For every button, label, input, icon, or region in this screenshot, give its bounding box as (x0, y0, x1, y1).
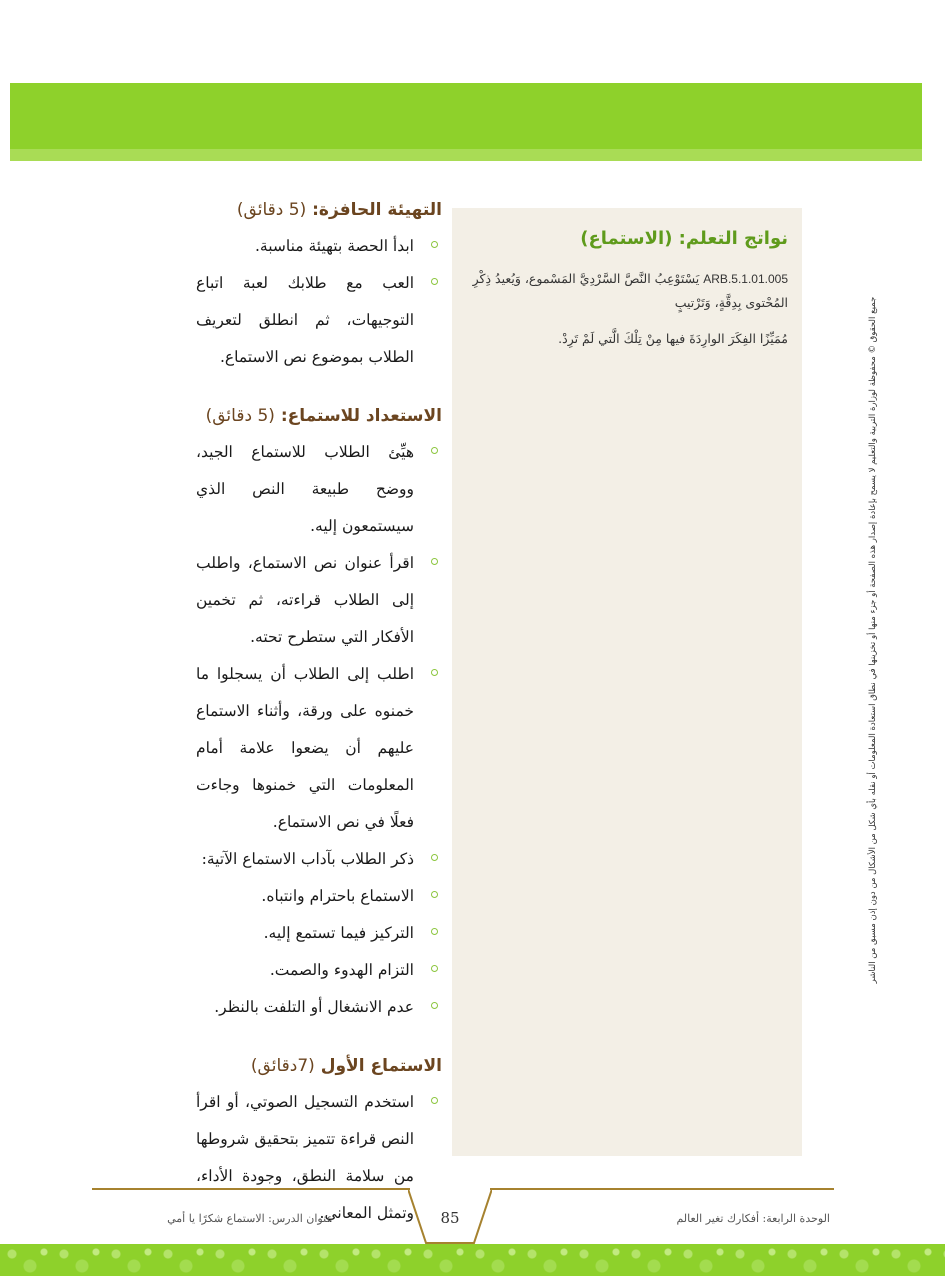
page-number: 85 (440, 1209, 460, 1227)
list-item (196, 265, 442, 376)
section-duration: (7دقائق) (250, 1056, 315, 1076)
bullet-icon (431, 278, 438, 285)
list-item-text: هيِّئ الطلاب للاستماع الجيد، ووضح طبيعة النص الذي سيستمعون إليه. (196, 443, 414, 535)
list-item-text: التزام الهدوء والصمت. (269, 961, 414, 979)
learning-outcome-item (462, 267, 788, 315)
list-item (196, 989, 442, 1026)
bullet-icon (431, 447, 438, 454)
footer-pattern-strip (0, 1244, 945, 1276)
outcome-text: مُمَيِّزًا الفِكَرَ الوارِدَةَ فيها مِنْ تِلْكَ الَّتي لَمْ تَرِدْ. (558, 331, 788, 346)
lesson-procedure (196, 200, 442, 1262)
section-list (196, 1084, 442, 1232)
section-list (196, 434, 442, 1026)
list-item (196, 841, 442, 878)
bullet-icon (431, 669, 438, 676)
copyright-note (866, 290, 880, 990)
bullet-icon (431, 965, 438, 972)
section-list (196, 228, 442, 376)
section-first-listening (196, 1056, 442, 1232)
list-item (196, 1084, 442, 1232)
list-item (196, 915, 442, 952)
list-item (196, 434, 442, 545)
bullet-icon (431, 1097, 438, 1104)
list-item (196, 878, 442, 915)
bullet-icon (431, 928, 438, 935)
section-listening-prep (196, 406, 442, 1026)
section-duration: (5 دقائق) (236, 200, 307, 220)
learning-outcomes-panel (452, 208, 802, 1156)
list-item-text: التركيز فيما تستمع إليه. (263, 924, 414, 942)
section-title-text: التهيئة الحافزة: (312, 200, 442, 220)
section-title (196, 406, 442, 426)
list-item-text: الاستماع باحترام وانتباه. (261, 887, 414, 905)
bullet-icon (431, 1002, 438, 1009)
list-item (196, 656, 442, 841)
header-band-edge (10, 149, 922, 161)
section-title (196, 200, 442, 220)
bullet-icon (431, 558, 438, 565)
unit-title: الوحدة الرابعة: أفكارك تغير العالم (676, 1212, 830, 1225)
bullet-icon (431, 241, 438, 248)
bullet-icon (431, 891, 438, 898)
section-title-text: الاستماع الأول (320, 1056, 442, 1076)
learning-outcomes-title: نواتج التعلم: (الاستماع) (580, 228, 788, 249)
section-title (196, 1056, 442, 1076)
list-item-text: العب مع طلابك لعبة اتباع التوجيهات، ثم انطلق لتعريف الطلاب بموضوع نص الاستماع. (196, 274, 414, 366)
section-title-text: الاستعداد للاستماع: (280, 406, 442, 426)
list-item-text: عدم الانشغال أو التلفت بالنظر. (214, 998, 414, 1016)
list-item-text: ابدأ الحصة بتهيئة مناسبة. (254, 237, 414, 255)
copyright-text: جميع الحقوق © محفوظة لوزارة التربية والتعليم لا يسمح بإعادة إصدار هذه الصفحة أو جزء منها أو تخزينها في نطاق استعادة المعلومات أو نقله بأي شكل من الأشكال من دون إذن مسبق من الناشر (868, 296, 878, 984)
outcome-code: ARB.5.1.01.005 (703, 272, 788, 286)
bullet-icon (431, 854, 438, 861)
learning-outcome-item (462, 327, 788, 351)
outcome-text: يَسْتَوْعِبُ النَّصَّ السَّرْدِيَّ المَسْموع، وَيُعيدُ ذِكْرِ المُحْتوى بِدِقَّةٍ، وَتَرْتيبٍ (472, 271, 788, 310)
list-item-text: اطلب إلى الطلاب أن يسجلوا ما خمنوه على ورقة، وأثناء الاستماع عليهم أن يضعوا علامة أمام المعلومات التي خمنوها وجاءت فعلًا في نص الاستماع. (196, 665, 414, 831)
list-item-text: استخدم التسجيل الصوتي، أو اقرأ النص قراءة تتميز بتحقيق شروطها من سلامة النطق، وجودة الأداء، وتمثل المعاني. (196, 1093, 414, 1222)
footer-rule-left (92, 1188, 410, 1190)
list-item (196, 228, 442, 265)
section-motivation (196, 200, 442, 376)
footer-rule-right (490, 1188, 834, 1190)
list-item-text: ذكر الطلاب بآداب الاستماع الآتية: (201, 850, 414, 868)
list-item (196, 952, 442, 989)
list-item-text: اقرأ عنوان نص الاستماع، واطلب إلى الطلاب قراءته، ثم تخمين الأفكار التي ستطرح تحته. (196, 554, 414, 646)
lesson-title: عنوان الدرس: الاستماع شكرًا يا أمي (167, 1212, 333, 1225)
list-item (196, 545, 442, 656)
section-duration: (5 دقائق) (205, 406, 275, 426)
